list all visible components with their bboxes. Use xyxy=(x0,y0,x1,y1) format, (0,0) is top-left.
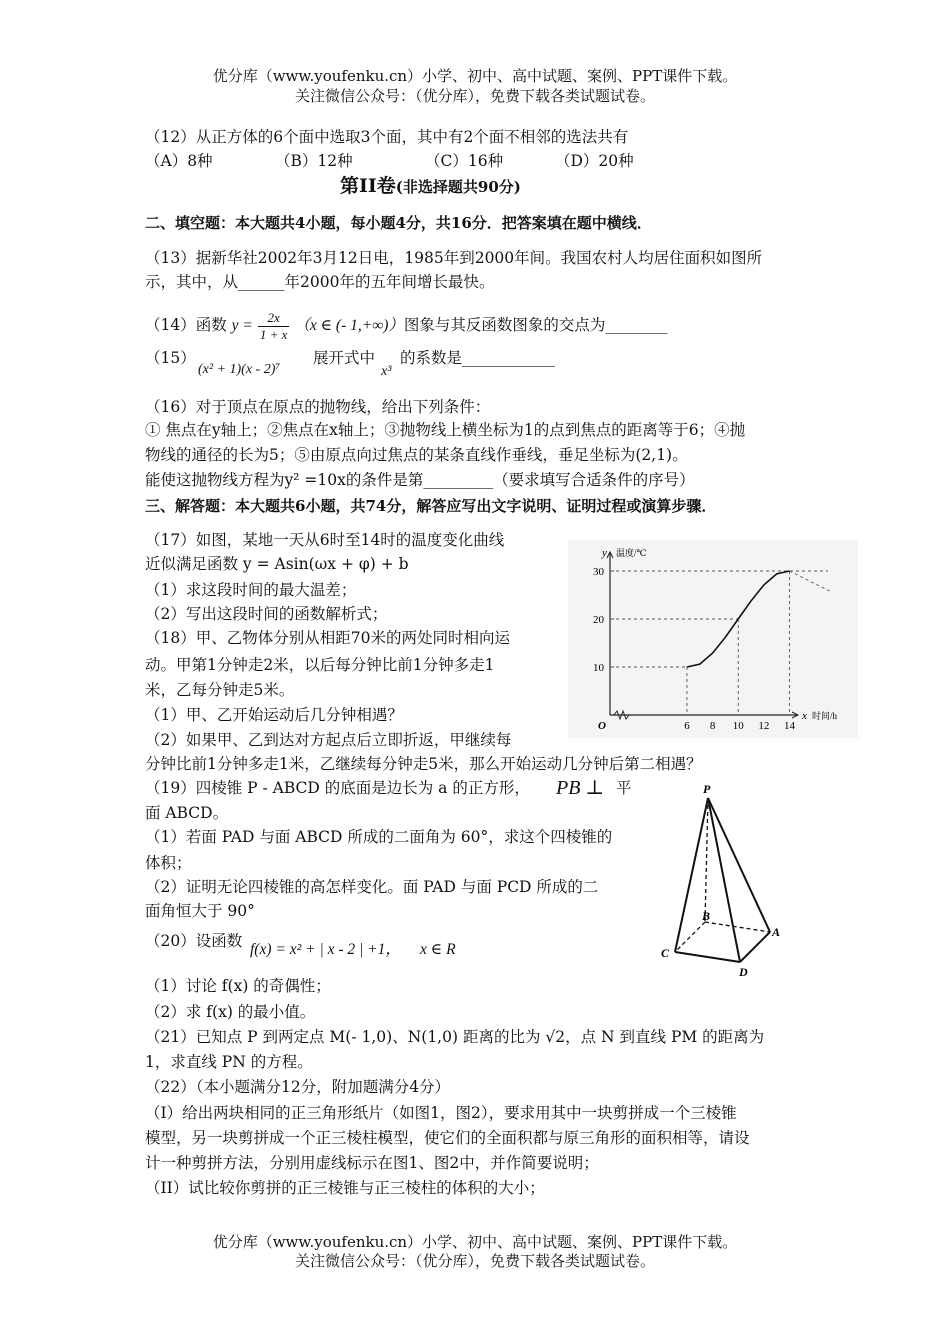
q17-line-3: （1）求这段时间的最大温差； xyxy=(145,581,357,599)
x-axis-letter: x xyxy=(802,710,807,722)
q14-prefix: （14）函数 xyxy=(145,316,227,334)
q21-line-1: （21）已知点 P 到两定点 M(- 1,0)、N(1,0) 距离的比为 √2，点 N 到直线 PM 的距离为 xyxy=(145,1028,765,1046)
q12-stem: （12）从正方体的6个面中选取3个面，其中有2个面不相邻的选法共有 xyxy=(145,128,629,146)
q19-line-1c: 平 xyxy=(616,779,632,797)
q12-option-b: （B）12种 xyxy=(275,152,353,170)
q22-line-1: （22）（本小题满分12分，附加题满分4分） xyxy=(145,1078,451,1096)
q22-line-5: （II）试比较你剪拼的正三棱锥与正三棱柱的体积的大小； xyxy=(145,1179,545,1197)
footer-line-1: 优分库（www.youfenku.cn）小学、初中、高中试题、案例、PPT课件下载。 xyxy=(212,1233,738,1251)
q15-x3: x³ xyxy=(381,364,392,379)
q18-line-3: 米，乙每分钟走5米。 xyxy=(145,681,295,699)
x-tick-label: 14 xyxy=(784,720,796,732)
q19-line-5: （2）证明无论四棱锥的高怎样变化。面 PAD 与面 PCD 所成的二 xyxy=(145,878,599,896)
q19-line-1a: （19）四棱锥 P - ABCD 的底面是边长为 a 的正方形， xyxy=(145,779,530,797)
q19-line-3: （1）若面 PAD 与面 ABCD 所成的二面角为 60°，求这个四棱锥的 xyxy=(145,828,613,846)
q18-line-2: 动。甲第1分钟走2米，以后每分钟比前1分钟多走1 xyxy=(145,656,495,674)
q17-line-1: （17）如图，某地一天从6时至14时的温度变化曲线 xyxy=(145,531,505,549)
label-a: A xyxy=(772,925,781,939)
q18-line-5: （2）如果甲、乙到达对方起点后立即折返，甲继续每 xyxy=(145,731,512,749)
q13-line-1: （13）据新华社2002年3月12日电，1985年到2000年间。我国农村人均居住面积如图所 xyxy=(145,249,763,267)
y-axis-label: 温度/℃ xyxy=(616,548,647,558)
temperature-chart xyxy=(568,540,858,738)
q17-line-2: 近似满足函数 y = Asin(ωx + φ) + b xyxy=(145,555,409,573)
q17-line-4: （2）写出这段时间的函数解析式； xyxy=(145,605,388,623)
header-line-1: 优分库（www.youfenku.cn）小学、初中、高中试题、案例、PPT课件下载。 xyxy=(212,67,738,85)
header-line-2: 关注微信公众号：（优分库），免费下载各类试题试卷。 xyxy=(294,87,655,105)
x-tick-label: 10 xyxy=(732,720,744,732)
q22-line-3: 模型，另一块剪拼成一个正三棱柱模型，使它们的全面积都与原三角形的面积相等，请设 xyxy=(145,1129,750,1147)
q15-mid: 展开式中 xyxy=(313,349,376,367)
label-c: C xyxy=(661,946,670,960)
q21-line-2: 1，求直线 PN 的方程。 xyxy=(145,1053,313,1071)
x-tick-label: 6 xyxy=(684,720,690,732)
x-axis-label: 时间/h xyxy=(812,711,838,721)
x-tick-label: 12 xyxy=(758,720,770,732)
q14-suffix: 图象与其反函数图象的交点为________ xyxy=(403,316,668,334)
edge-ba xyxy=(705,922,770,932)
part2-subtitle: (非选择题共90分) xyxy=(395,178,521,196)
pyramid-figure xyxy=(645,780,795,980)
part2-title xyxy=(340,176,521,197)
y-tick-label: 10 xyxy=(593,662,604,674)
edge-pa xyxy=(708,798,770,932)
edge-pc xyxy=(675,798,711,952)
q13-line-2: 示，其中，从______年2000年的五年间增长最快。 xyxy=(145,273,495,291)
q19-pb-perp: PB ⊥ xyxy=(556,777,605,799)
q18-line-4: （1）甲、乙开始运动后几分钟相遇？ xyxy=(145,706,403,724)
edge-da xyxy=(740,932,770,962)
q15-suffix: 的系数是____________ xyxy=(400,349,556,367)
label-d: D xyxy=(739,965,748,979)
footer-line-2: 关注微信公众号：（优分库），免费下载各类试题试卷。 xyxy=(294,1252,655,1270)
q16-line-3: 物线的通径的长为5；⑤由原点向过焦点的某条直线作垂线，垂足坐标为(2,1)。 xyxy=(145,446,688,464)
section2-heading: 二、填空题：本大题共4小题，每小题4分，共16分．把答案填在题中横线． xyxy=(145,214,652,232)
q15-prefix: （15） xyxy=(145,349,196,367)
q22-line-4: 计一种剪拼方法，分别用虚线标示在图1、图2中，并作简要说明； xyxy=(145,1154,599,1172)
edge-cd xyxy=(675,952,740,962)
q15-expression: (x² + 1)(x - 2)⁷ xyxy=(198,362,281,377)
q14-numerator: 2x xyxy=(258,310,290,327)
label-p: P xyxy=(703,782,711,796)
edge-pb xyxy=(705,798,708,922)
q16-line-1: （16）对于顶点在原点的抛物线，给出下列条件： xyxy=(145,398,491,416)
part2-title-main: 第II卷 xyxy=(340,175,396,197)
q20-line-2: （1）讨论 f(x) 的奇偶性； xyxy=(145,977,331,995)
chart-background xyxy=(568,540,858,738)
q14-denominator: 1 + x xyxy=(259,326,288,342)
q18-line-1: （18）甲、乙物体分别从相距70米的两处同时相向运 xyxy=(145,629,510,647)
q12-option-d: （D）20种 xyxy=(555,152,634,170)
y-tick-label: 30 xyxy=(593,566,604,578)
q14-fraction xyxy=(258,310,290,343)
q22-line-2: （I）给出两块相同的正三角形纸片（如图1，图2），要求用其中一块剪拼成一个三棱锥 xyxy=(145,1104,737,1122)
q14 xyxy=(145,306,667,344)
q20-function: f(x) = x² + | x - 2 | +1， xyxy=(250,941,401,958)
x-tick-label: 8 xyxy=(709,720,716,732)
q19-line-4: 体积； xyxy=(145,854,192,872)
q16-line-2: ① 焦点在y轴上；②焦点在x轴上；③抛物线上横坐标为1的点到焦点的距离等于6；④抛 xyxy=(145,421,746,439)
q16-line-4: 能使这抛物线方程为y² =10x的条件是第_________（要求填写合适条件的序号） xyxy=(145,471,695,489)
origin-label: O xyxy=(598,720,606,732)
label-b: B xyxy=(702,909,711,923)
section3-heading: 三、解答题：本大题共6小题，共74分，解答应写出文字说明、证明过程或演算步骤． xyxy=(145,497,717,515)
q20-line-1a: （20）设函数 xyxy=(145,932,243,950)
q19-line-2: 面 ABCD。 xyxy=(145,804,229,822)
y-axis-letter: y xyxy=(602,547,607,559)
q12-option-c: （C）16种 xyxy=(425,152,504,170)
y-tick-label: 20 xyxy=(593,614,604,626)
q14-y: y = xyxy=(231,317,253,334)
q19-line-6: 面角恒大于 90° xyxy=(145,902,255,920)
q20-line-3: （2）求 f(x) 的最小值。 xyxy=(145,1003,316,1021)
q14-domain: （x ∈ (- 1,+∞)） xyxy=(294,317,404,334)
edge-pd xyxy=(708,798,740,962)
q12-option-a: （A）8种 xyxy=(145,152,213,170)
q18-line-6: 分钟比前1分钟多走1米，乙继续每分钟走5米，那么开始运动几分钟后第二相遇？ xyxy=(145,755,702,773)
q20-domain: x ∈ R xyxy=(420,941,456,958)
